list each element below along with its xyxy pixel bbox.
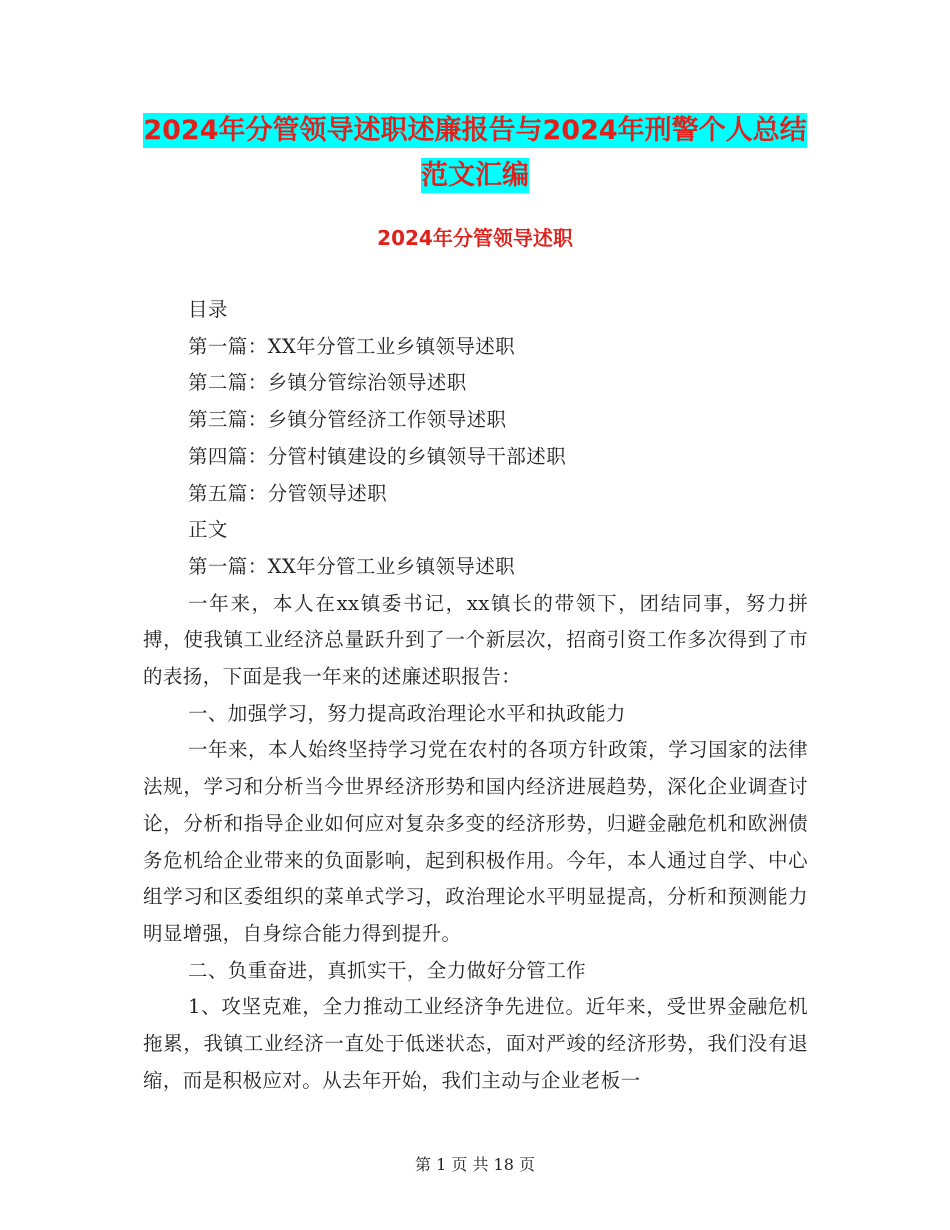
document-body (143, 292, 808, 1099)
page-footer: 第 1 页 共 18 页 (415, 1155, 535, 1174)
body-heading: 正文 (188, 518, 228, 542)
toc-heading: 目录 (188, 298, 228, 321)
section-heading: 一、加强学习，努力提高政治理论水平和执政能力 (188, 701, 626, 725)
toc-item-1: 第一篇：XX年分管工业乡镇领导述职 (188, 334, 516, 358)
toc-item-3: 第三篇：乡镇分管经济工作领导述职 (188, 408, 507, 432)
toc-item-5: 第五篇：分管领导述职 (188, 481, 388, 505)
toc-item-4: 第四篇：分管村镇建设的乡镇领导干部述职 (188, 444, 567, 468)
chapter-heading: 第一篇：XX年分管工业乡镇领导述职 (188, 554, 516, 578)
section-title: 2024年分管领导述职 (377, 226, 573, 250)
title-line-2: 范文汇编 (421, 160, 529, 191)
section-heading: 二、负重奋进，真抓实干，全力做好分管工作 (188, 958, 587, 982)
title-line-1: 2024年分管领导述职述廉报告与2024年刑警个人总结 (143, 115, 807, 146)
body-paragraph: 一年来，本人在xx镇委书记，xx镇长的带领下，团结同事，努力拼搏，使我镇工业经济总量跃升到了一个新层次，招商引资工作多次得到了市的表扬，下面是我一年来的述廉述职报告： (143, 591, 808, 689)
body-paragraph: 1、攻坚克难，全力推动工业经济争先进位。近年来，受世界金融危机拖累，我镇工业经济一直处于低迷状态，面对严竣的经济形势，我们没有退缩，而是积极应对。从去年开始，我们主动与企业老板一 (143, 995, 808, 1092)
toc-item-2: 第二篇：乡镇分管综治领导述职 (188, 371, 467, 395)
body-paragraph: 一年来，本人始终坚持学习党在农村的各项方针政策，学习国家的法律法规，学习和分析当今世界经济形势和国内经济进展趋势，深化企业调查讨论，分析和指导企业如何应对复杂多变的经济形势，归避金融危机和欧洲债务危机给企业带来的负面影响，起到积极作用。今年，本人通过自学、中心组学习和区委组织的菜单式学习，政治理论水平明显提高，分析和预测能力明显增强，自身综合能力得到提升。 (143, 738, 808, 945)
document-title (0, 108, 950, 198)
